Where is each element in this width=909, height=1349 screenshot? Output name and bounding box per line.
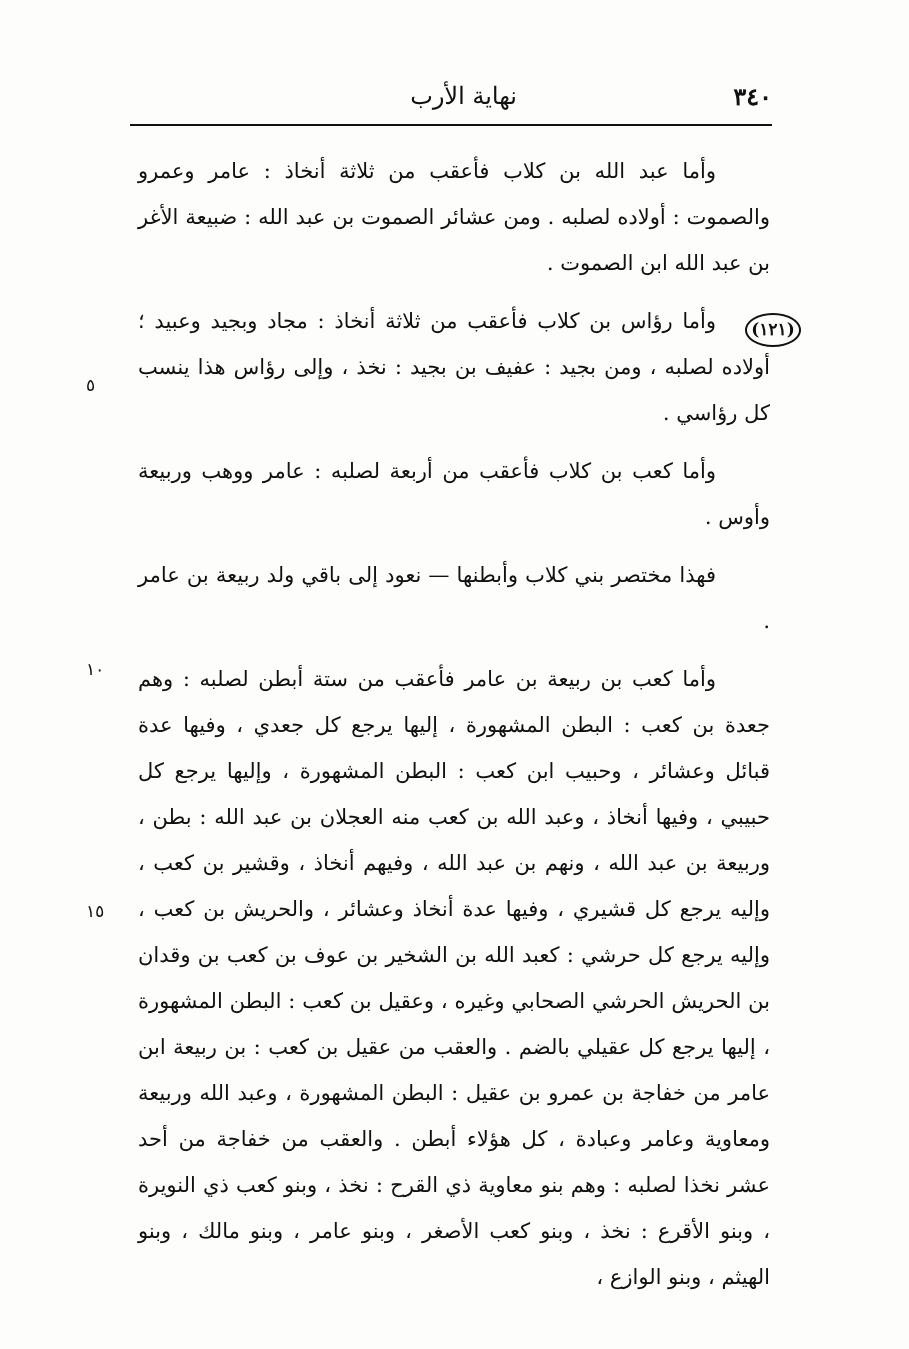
page-header	[130, 78, 772, 118]
paragraph-kaab-bin-kilab: وأما كعب بن كلاب فأعقب من أربعة لصلبه : عامر ووهب وربيعة وأوس .	[138, 459, 770, 529]
running-title: نهاية الأرب	[410, 82, 517, 110]
line-number-5: ٥	[86, 376, 96, 396]
line-number-15: ١٥	[86, 902, 105, 922]
margin-section-number: (١٢١)	[745, 313, 801, 347]
page-number: ٣٤٠	[733, 82, 772, 111]
header-rule	[130, 124, 772, 126]
body-text	[138, 148, 770, 1312]
paragraph-abdullah-bin-kilab: وأما عبد الله بن كلاب فأعقب من ثلاثة أنخاذ : عامر وعمرو والصموت : أولاده لصلبه . ومن عشائر الصموت بن عبد الله : ضبيعة الأغر بن عبد الله ابن الصموت .	[138, 159, 770, 275]
paragraph-summary: فهذا مختصر بني كلاب وأبطنها — نعود إلى باقي ولد ربيعة بن عامر .	[138, 563, 770, 633]
paragraph-kaab-bin-rabia: وأما كعب بن ربيعة بن عامر فأعقب من ستة أبطن لصلبه : وهم جعدة بن كعب : البطن المشهورة ، إليها يرجع كل جعدي ، وفيها عدة قبائل وعشائر ، وحبيب ابن كعب : البطن المشهورة ، وإليها يرجع كل حبيبي ، وفيها أنخاذ ، وعبد الله بن كعب منه العجلان بن عبد الله : بطن ، وربيعة بن عبد الله ، ونهم بن عبد الله ، وفيهم أنخاذ ، وقشير بن كعب ، وإليه يرجع كل قشيري ، وفيها عدة أنخاذ وعشائر ، والحريش بن كعب ، وإليه يرجع كل حرشي : كعبد الله بن الشخير بن عوف بن كعب بن وقدان بن الحريش الحرشي الصحابي وغيره ، وعقيل بن كعب : البطن المشهورة ، إليها يرجع كل عقيلي بالضم . والعقب من عقيل بن كعب : بن ربيعة ابن عامر من خفاجة بن عمرو بن عقيل : البطن المشهورة ، وعبد الله وربيعة ومعاوية وعامر وعبادة ، كل هؤلاء أبطن . والعقب من خفاجة من أحد عشر نخذا لصلبه : وهم بنو معاوية ذي القرح : نخذ ، وبنو كعب ذي النويرة ، وبنو الأقرع : نخذ ، وبنو كعب الأصغر ، وبنو عامر ، وبنو مالك ، وبنو الهيثم ، وبنو الوازع ،	[138, 667, 770, 1289]
paragraph-ruas-bin-kilab: وأما رؤاس بن كلاب فأعقب من ثلاثة أنخاذ : مجاد وبجيد وعبيد ؛ أولاده لصلبه ، ومن بجيد : عفيف بن بجيد : نخذ ، وإلى رؤاس هذا ينسب كل رؤاسي .	[138, 309, 770, 425]
line-number-10: ١٠	[86, 660, 105, 680]
